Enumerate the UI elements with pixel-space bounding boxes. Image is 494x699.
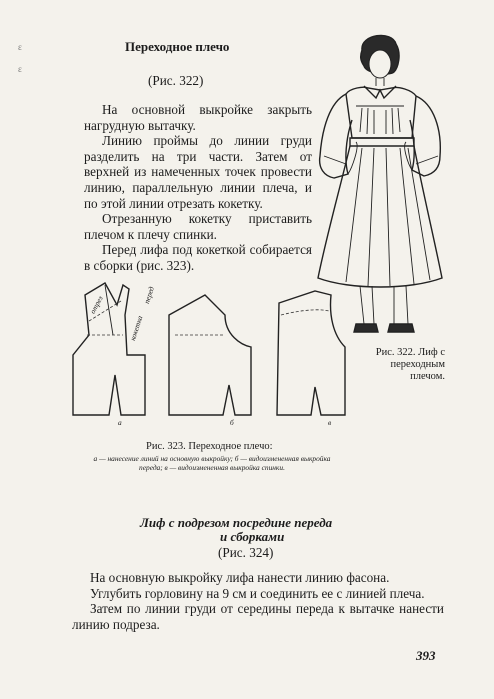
pattern-label: кокетка xyxy=(128,314,145,342)
section-body xyxy=(72,570,444,632)
paragraph: Затем по линии груди от середины переда к вытачке нанести линию подреза. xyxy=(72,601,444,632)
pattern-label: перед xyxy=(142,285,156,305)
figure-322-caption: Рис. 322. Лиф с переходным плечом. xyxy=(375,347,445,382)
margin-mark: ε xyxy=(18,42,22,52)
figure-323-patterns xyxy=(65,275,365,435)
pattern-label: отрез xyxy=(88,294,105,316)
pattern-label-v: в xyxy=(328,418,332,427)
pattern-label-b: б xyxy=(230,418,234,427)
paragraph: На основную выкройку лифа нанести линию фасона. xyxy=(90,570,390,585)
pattern-label-a: а xyxy=(118,418,122,427)
figure-reference: (Рис. 322) xyxy=(148,73,204,88)
page-number: 393 xyxy=(416,648,436,663)
section-heading: Лиф с подрезом посредине переда xyxy=(140,515,333,530)
margin-mark: ε xyxy=(18,64,22,74)
section-body xyxy=(84,102,312,274)
section-heading: и сборками xyxy=(220,529,285,544)
paragraph: Отрезанную кокетку приставить плечом к плечу спинки. xyxy=(84,211,312,242)
paragraph: Линию проймы до линии груди разделить на три части. Затем от верхней из намеченных точек провести линию, параллельную линии плеча, и по этой линии отрезать кокетку. xyxy=(84,133,312,211)
figure-reference: (Рис. 324) xyxy=(218,545,274,560)
figure-323-legend: а — нанесение линий на основную выкройку; б — видоизмененная выкройка переда; в — видоизмененная выкройка спинки. xyxy=(93,454,331,472)
paragraph: Перед лифа под кокеткой собирается в сборки (рис. 323). xyxy=(84,242,312,273)
section-heading: Переходное плечо xyxy=(125,39,230,54)
paragraph: На основной выкройке закрыть нагрудную вытачку. xyxy=(84,102,312,133)
paragraph: Углубить горловину на 9 см и соединить ее с линией плеча. xyxy=(90,585,425,601)
figure-323-caption: Рис. 323. Переходное плечо: xyxy=(146,441,273,452)
